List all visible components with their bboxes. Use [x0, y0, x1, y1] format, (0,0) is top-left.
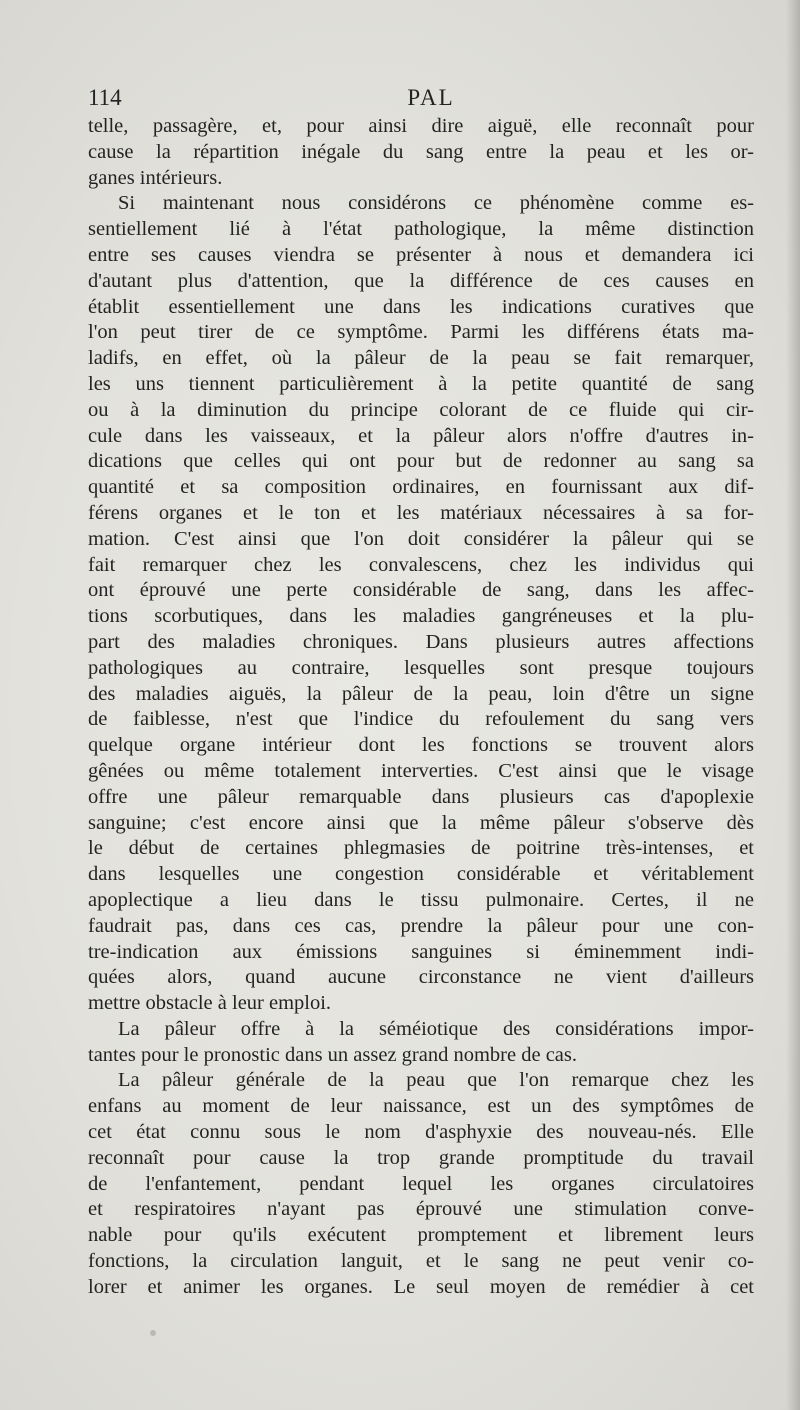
text-line: cule dans les vaisseaux, et la pâleur alors n'offre d'autres in-: [88, 424, 754, 447]
text-line: La pâleur générale de la peau que l'on remarque chez les: [118, 1069, 754, 1092]
text-line: sanguine; c'est encore ainsi que la même pâleur s'observe dès: [88, 811, 754, 834]
text-line: quantité et sa composition ordinaires, en fournissant aux dif-: [88, 476, 754, 499]
text-line: sentiellement lié à l'état pathologique, la même distinction: [88, 218, 754, 241]
text-line: cause la répartition inégale du sang entre la peau et les or-: [88, 140, 754, 163]
text-line: des maladies aiguës, la pâleur de la peau, loin d'être un signe: [88, 682, 754, 705]
body-text: [88, 114, 754, 1301]
text-line: les uns tiennent particulièrement à la petite quantité de sang: [88, 372, 754, 395]
text-line: férens organes et le ton et les matériaux nécessaires à sa for-: [88, 501, 754, 524]
text-line: et respiratoires n'ayant pas éprouvé une stimulation conve-: [88, 1198, 754, 1221]
page-number: 114: [88, 85, 122, 110]
running-head: [88, 82, 754, 114]
text-line: tre-indication aux émissions sanguines si éminemment indi-: [88, 940, 754, 963]
text-line: quelque organe intérieur dont les fonctions se trouvent alors: [88, 734, 754, 757]
text-line: quées alors, quand aucune circonstance ne vient d'ailleurs: [88, 966, 754, 989]
text-line: part des maladies chroniques. Dans plusieurs autres affections: [88, 630, 754, 653]
text-line: offre une pâleur remarquable dans plusieurs cas d'apoplexie: [88, 785, 754, 808]
text-line: tantes pour le pronostic dans un assez grand nombre de cas.: [88, 1043, 578, 1066]
text-line: apoplectique a lieu dans le tissu pulmonaire. Certes, il ne: [88, 888, 754, 911]
text-line: entre ses causes viendra se présenter à nous et demandera ici: [88, 243, 754, 266]
text-line: fonctions, la circulation languit, et le sang ne peut venir co-: [88, 1250, 754, 1273]
text-line: établit essentiellement une dans les indications curatives que: [88, 295, 754, 318]
text-line: dans lesquelles une congestion considérable et véritablement: [88, 863, 754, 886]
text-line: nable pour qu'ils exécutent promptement et librement leurs: [88, 1224, 754, 1247]
text-line: dications que celles qui ont pour but de redonner au sang sa: [88, 450, 754, 473]
text-line: reconnaît pour cause la trop grande promptitude du travail: [88, 1146, 754, 1169]
text-line: d'autant plus d'attention, que la différence de ces causes en: [88, 269, 754, 292]
text-line: le début de certaines phlegmasies de poitrine très-intenses, et: [88, 837, 754, 860]
text-line: mettre obstacle à leur emploi.: [88, 992, 332, 1015]
running-title: PAL: [407, 85, 455, 110]
text-line: tions scorbutiques, dans les maladies gangréneuses et la plu-: [88, 605, 754, 628]
text-line: fait remarquer chez les convalescens, chez les individus qui: [88, 553, 754, 576]
text-line: telle, passagère, et, pour ainsi dire aiguë, elle reconnaît pour: [88, 115, 754, 137]
ink-spot: [150, 1330, 156, 1336]
text-line: de faiblesse, n'est que l'indice du refoulement du sang vers: [88, 708, 754, 731]
text-line: ladifs, en effet, où la pâleur de la peau se fait remarquer,: [88, 347, 754, 370]
text-line: ou à la diminution du principe colorant de ce fluide qui cir-: [88, 398, 754, 421]
text-line: La pâleur offre à la séméiotique des considérations impor-: [118, 1017, 754, 1040]
text-line: gênées ou même totalement interverties. C'est ainsi que le visage: [88, 759, 754, 782]
text-line: l'on peut tirer de ce symptôme. Parmi les différens états ma-: [88, 321, 754, 344]
text-block: [88, 82, 754, 1301]
text-line: ganes intérieurs.: [88, 166, 223, 189]
text-line: de l'enfantement, pendant lequel les organes circulatoires: [88, 1172, 754, 1195]
text-line: cet état connu sous le nom d'asphyxie des nouveau-nés. Elle: [88, 1121, 754, 1144]
text-line: enfans au moment de leur naissance, est un des symptômes de: [88, 1095, 754, 1118]
page-edge-shadow: [786, 0, 800, 1410]
text-line: lorer et animer les organes. Le seul moyen de remédier à cet: [88, 1275, 754, 1298]
text-line: pathologiques au contraire, lesquelles sont presque toujours: [88, 656, 754, 679]
text-line: ont éprouvé une perte considérable de sang, dans les affec-: [88, 579, 754, 602]
text-line: mation. C'est ainsi que l'on doit considérer la pâleur qui se: [88, 527, 754, 550]
text-line: Si maintenant nous considérons ce phénomène comme es-: [118, 192, 754, 215]
text-line: faudrait pas, dans ces cas, prendre la pâleur pour une con-: [88, 914, 754, 937]
